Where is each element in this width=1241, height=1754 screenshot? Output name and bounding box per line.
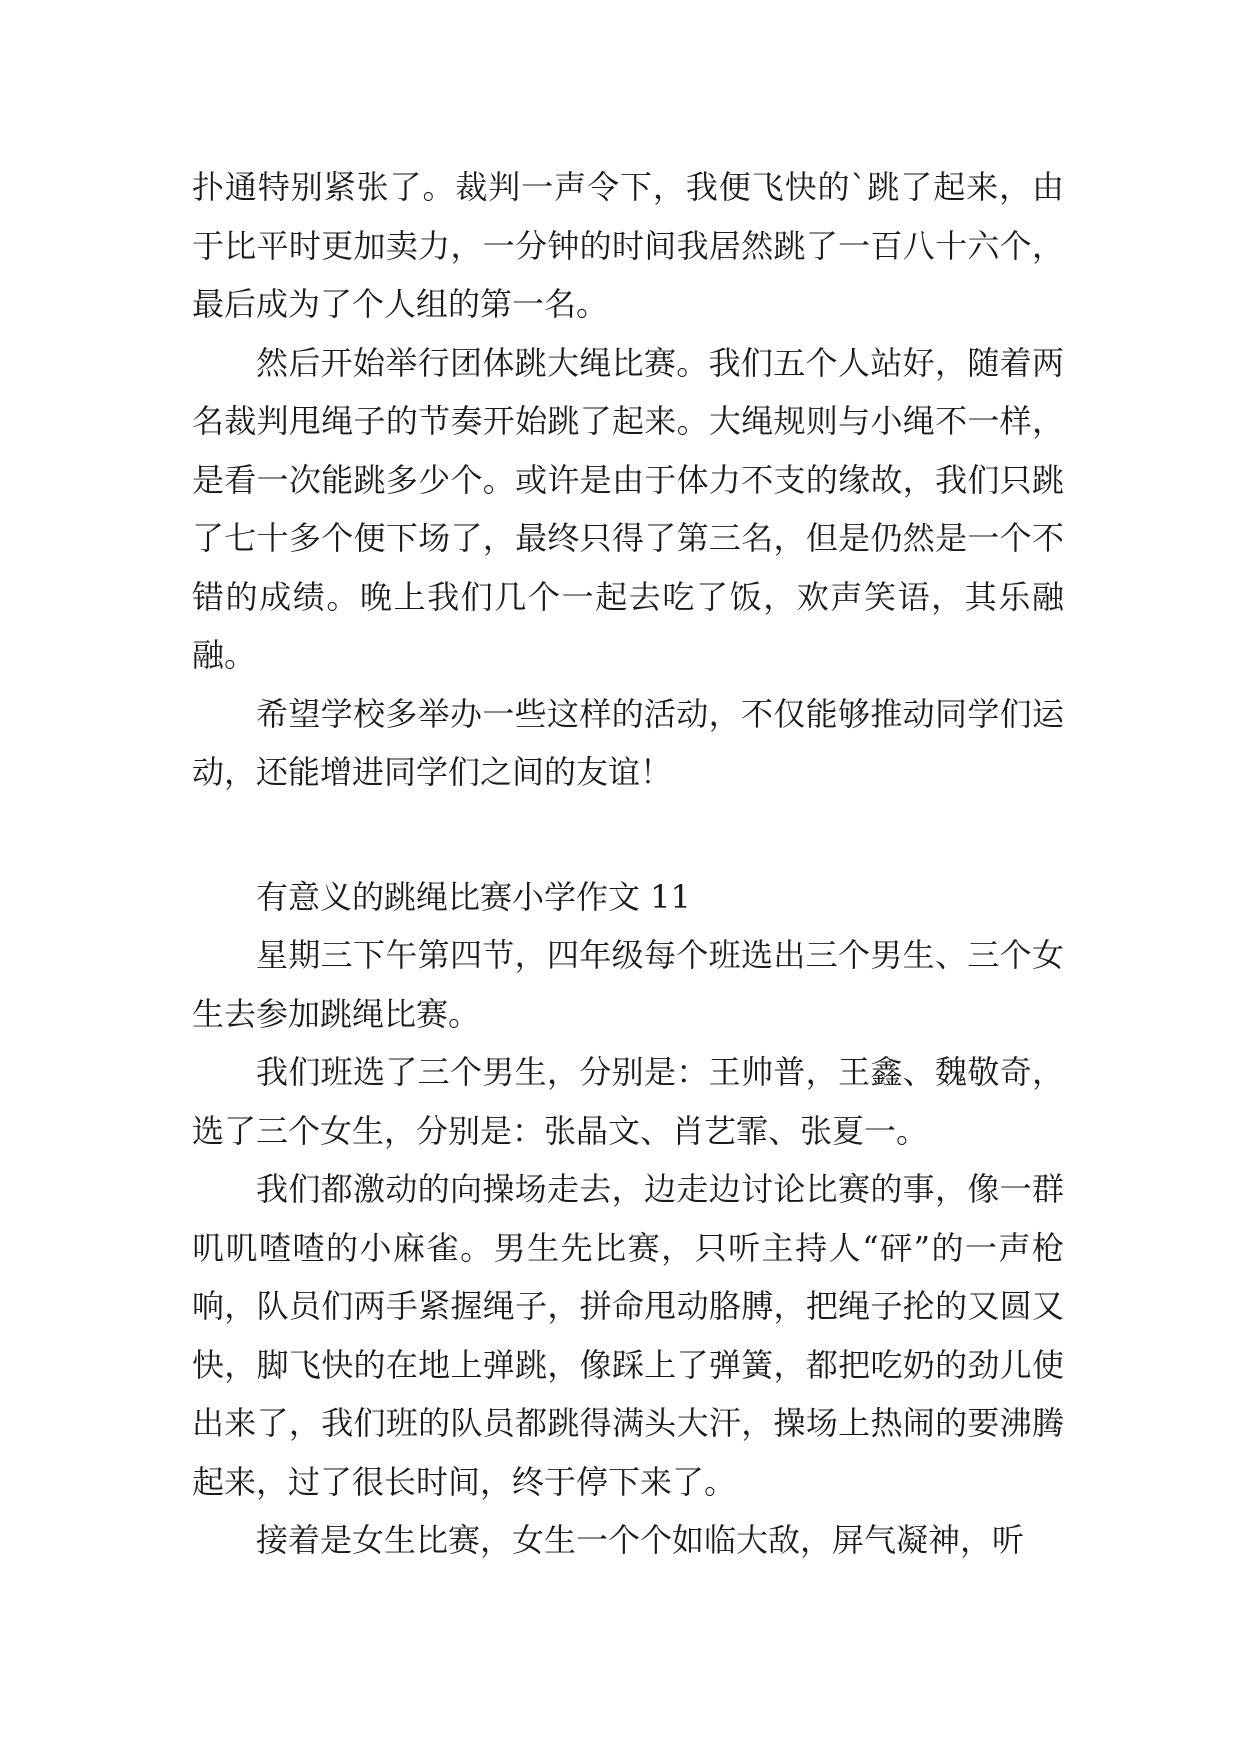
document-body	[192, 158, 1064, 1570]
paragraph: 我们班选了三个男生，分别是：王帅普，王鑫、魏敬奇，选了三个女生，分别是：张晶文、肖艺霏、张夏一。	[192, 1053, 1064, 1150]
paragraph: 我们都激动的向操场走去，边走边讨论比赛的事，像一群叽叽喳喳的小麻雀。男生先比赛，只听主持人“砰”的一声枪响，队员们两手紧握绳子，拼命甩动胳膊，把绳子抡的又圆又快，脚飞快的在地上弹跳，像踩上了弹簧，都把吃奶的劲儿使出来了，我们班的队员都跳得满头大汗，操场上热闹的要沸腾起来，过了很长时间，终于停下来了。	[192, 1170, 1064, 1501]
paragraph: 然后开始举行团体跳大绳比赛。我们五个人站好，随着两名裁判甩绳子的节奏开始跳了起来。大绳规则与小绳不一样，是看一次能跳多少个。或许是由于体力不支的缘故，我们只跳了七十多个便下场了，最终只得了第三名，但是仍然是一个不错的成绩。晚上我们几个一起去吃了饭，欢声笑语，其乐融融。	[192, 343, 1064, 674]
essay-title: 有意义的跳绳比赛小学作文 11	[256, 877, 691, 916]
paragraph: 星期三下午第四节，四年级每个班选出三个男生、三个女生去参加跳绳比赛。	[192, 936, 1064, 1033]
paragraph: 扑通特别紧张了。裁判一声令下，我便飞快的`跳了起来，由于比平时更加卖力，一分钟的时间我居然跳了一百八十六个，最后成为了个人组的第一名。	[192, 168, 1064, 323]
paragraph: 希望学校多举办一些这样的活动，不仅能够推动同学们运动，还能增进同学们之间的友谊！	[192, 694, 1064, 791]
paragraph: 接着是女生比赛，女生一个个如临大敌，屏气凝神，听	[256, 1521, 1025, 1559]
section-gap	[192, 802, 1064, 868]
